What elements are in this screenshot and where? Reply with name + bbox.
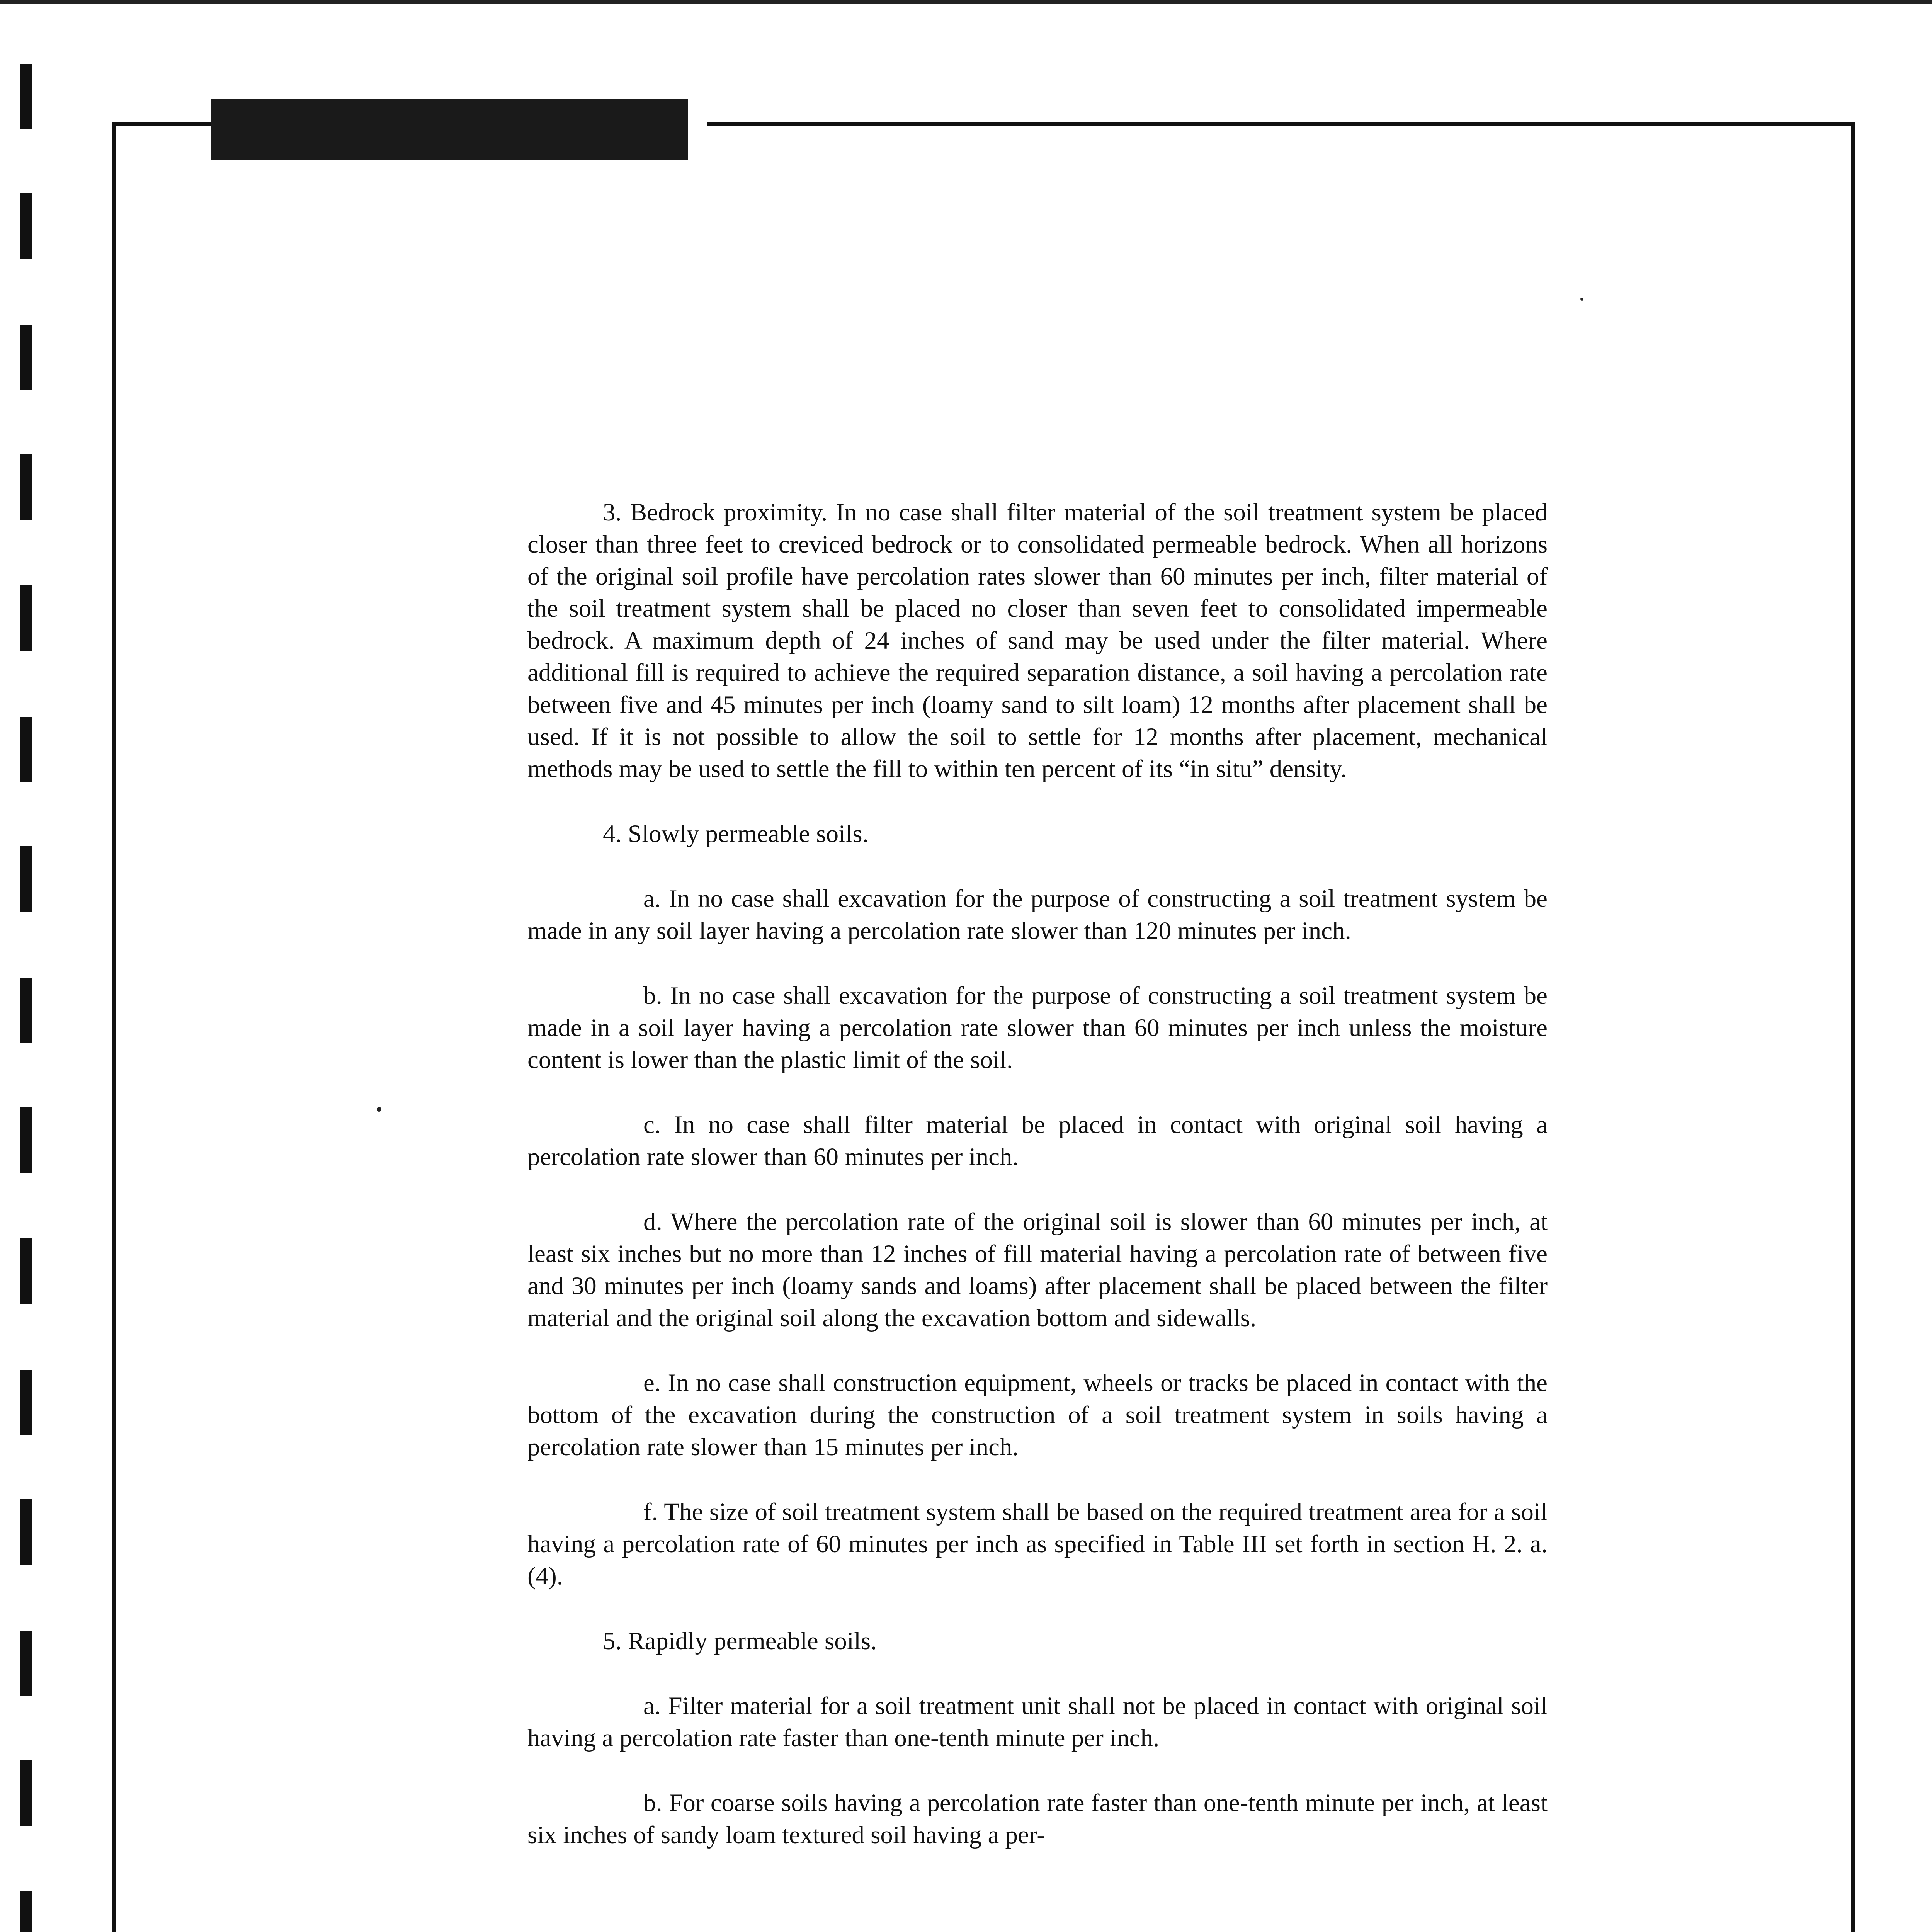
paragraph-5a: a. Filter material for a soil treatment unit shall not be placed in contact with original soil having a percolation rate faster than one-tenth minute per inch. [527, 1692, 1548, 1752]
paragraph-4b: b. In no case shall excavation for the purpose of constructing a soil treatment system be made in a soil layer having a percolation rate slower than 60 minutes per inch unless the moisture content is lower than the plastic limit of the soil. [527, 982, 1548, 1074]
paragraph-slowly-permeable-heading: 4. Slowly permeable soils. [603, 820, 869, 848]
binding-hole [20, 1891, 32, 1932]
binding-hole [20, 717, 32, 782]
scan-speck [1580, 298, 1583, 301]
paragraph-bedrock-proximity: 3. Bedrock proximity. In no case shall filter material of the soil treatment system be placed closer than three feet to creviced bedrock or to consolidated permeable bedrock. When all horizons of the original soil profile have percolation rates slower than 60 minutes per inch, filter material of the soil treatment system shall be placed no closer than seven feet to consolidated impermeable bedrock. A maximum depth of 24 inches of sand may be used under the filter material. Where additional fill is required to achieve the required separation distance, a soil having a percolation rate between five and 45 minutes per inch (loamy sand to silt loam) 12 months after placement shall be used. If it is not possible to allow the soil to settle for 12 months after placement, mechanical methods may be used to settle the fill to within ten percent of its “in situ” density. [527, 498, 1548, 783]
paragraph-4c: c. In no case shall filter material be placed in contact with original soil having a percolation rate slower than 60 minutes per inch. [527, 1111, 1548, 1171]
paragraph-5b: b. For coarse soils having a percolation rate faster than one-tenth minute per inch, at least six inches of sandy loam textured soil having a per- [527, 1789, 1548, 1849]
binding-holes [0, 0, 54, 1932]
binding-hole [20, 585, 32, 651]
scan-speck [377, 1107, 381, 1112]
binding-hole [20, 978, 32, 1043]
binding-hole [20, 1370, 32, 1435]
body-text [527, 497, 1548, 1884]
binding-hole [20, 846, 32, 912]
header-gap [688, 116, 707, 131]
paragraph-4a: a. In no case shall excavation for the purpose of constructing a soil treatment system be made in any soil layer having a percolation rate slower than 120 minutes per inch. [527, 885, 1548, 945]
paragraph-4e: e. In no case shall construction equipment, wheels or tracks be placed in contact with the bottom of the excavation during the construction of a soil treatment system in soils having a percolation rate slower than 15 minutes per inch. [527, 1369, 1548, 1461]
paragraph-4d: d. Where the percolation rate of the original soil is slower than 60 minutes per inch, at least six inches but no more than 12 inches of fill material having a percolation rate of between five and 30 minutes per inch (loamy sands and loams) after placement shall be placed between the filter material and the original soil along the excavation bottom and sidewalls. [527, 1208, 1548, 1332]
binding-hole [20, 1238, 32, 1304]
binding-hole [20, 193, 32, 259]
binding-hole [20, 1499, 32, 1565]
header-bar [211, 99, 688, 160]
binding-hole [20, 1760, 32, 1826]
paragraph-4f: f. The size of soil treatment system shall be based on the required treatment area for a soil having a percolation rate of 60 minutes per inch as specified in Table III set forth in section H. 2. a. (4). [527, 1498, 1548, 1590]
binding-hole [20, 454, 32, 520]
scan-top-edge [0, 0, 1932, 4]
binding-hole [20, 64, 32, 129]
binding-hole [20, 325, 32, 390]
binding-hole [20, 1107, 32, 1173]
paragraph-rapidly-permeable-heading: 5. Rapidly permeable soils. [603, 1627, 877, 1655]
binding-hole [20, 1631, 32, 1696]
